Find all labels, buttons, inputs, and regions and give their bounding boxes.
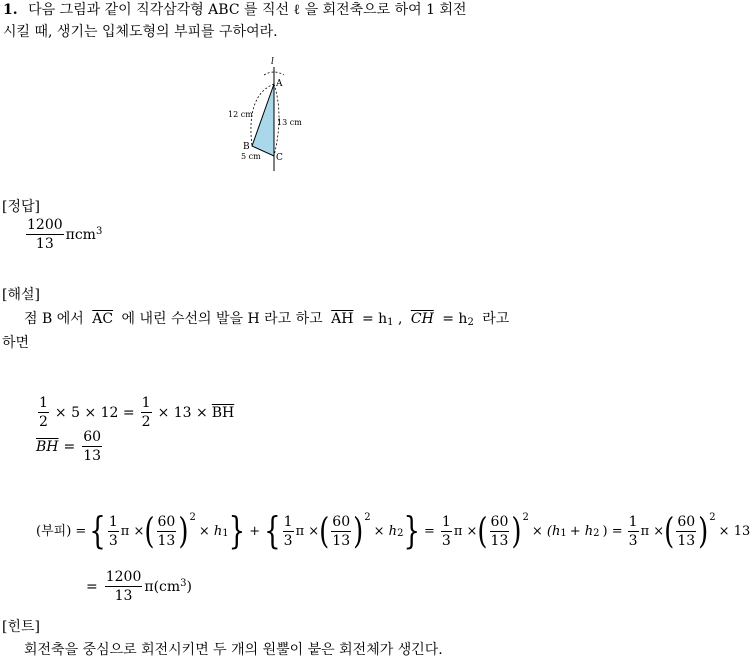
side-ac-label: 13 cm: [277, 118, 302, 127]
side-ab-label: 12 cm: [228, 110, 253, 119]
vertex-a-label: A: [276, 79, 283, 89]
answer-unit-exp: 3: [95, 225, 103, 237]
equation-volume: (부피) = { $\frac{1}{3}$ π × ( $\frac{60}{13}$ ) 2 × h $_1$ } + { $\frac{1}{3}$ π × ( $\frac{60}{13}$ ) 2 × h $_2$ } = $\frac{1}{3}$ π × ( $\frac{60}{13}$ ) 2 × (h $_1$ + h $_2$ ) = $\frac{1}{3}$ π × ( $\frac{60}{13}$ ) 2 × 13: [36, 509, 750, 554]
problem-number: 1.: [3, 2, 18, 18]
triangle-abc: [252, 84, 274, 156]
answer-expression: [24, 218, 102, 251]
equation-area: $\frac{1}{2}$ × 5 × 12 = $\frac{1}{2}$ × 13 × $\overline{BH}$: [39, 395, 235, 430]
equation-bh: $\overline{BH}$ = $\frac{60}{13}$: [36, 429, 102, 464]
vertex-c-label: C: [276, 153, 283, 163]
answer-unit: πcm: [65, 226, 96, 243]
axis-label: l: [271, 57, 274, 67]
triangle-figure: [220, 55, 310, 173]
solution-line-2: 하면: [2, 335, 30, 351]
hint-text: 회전축을 중심으로 회전시키면 두 개의 원뿔이 붙은 회전체가 생긴다.: [24, 642, 443, 658]
answer-fraction: $\frac{1200}{13}$: [27, 217, 63, 252]
solution-heading: [해설]: [2, 287, 40, 303]
vertex-b-label: B: [243, 142, 250, 152]
problem-line-1: [3, 3, 467, 17]
segment-ch: $\overline{CH}$: [410, 311, 434, 327]
problem-text-2: 시킬 때, 생기는 입체도형의 부피를 구하여라.: [3, 24, 278, 40]
problem-line-2: [3, 25, 278, 39]
solution-line-1: 점 B 에서 $\overline{AC}$ 에 내린 수선의 발을 H 라고 하고 $\overline{AH} = h_1$ , $\overline{CH} = h_2$ 라고: [24, 311, 510, 328]
hint-heading: [힌트]: [2, 619, 40, 635]
answer-heading: [정답]: [2, 199, 40, 215]
segment-ah: $\overline{AH}$: [331, 311, 354, 327]
side-bc-label: 5 cm: [241, 152, 261, 161]
equation-result: = $\frac{1200}{13}$ π(cm $^3$ ): [86, 569, 192, 604]
segment-ac: $\overline{AC}$: [92, 311, 114, 327]
problem-text-1: 다음 그림과 같이 직각삼각형 ABC 를 직선 ℓ 을 회전축으로 하여 1 회전: [28, 2, 467, 18]
